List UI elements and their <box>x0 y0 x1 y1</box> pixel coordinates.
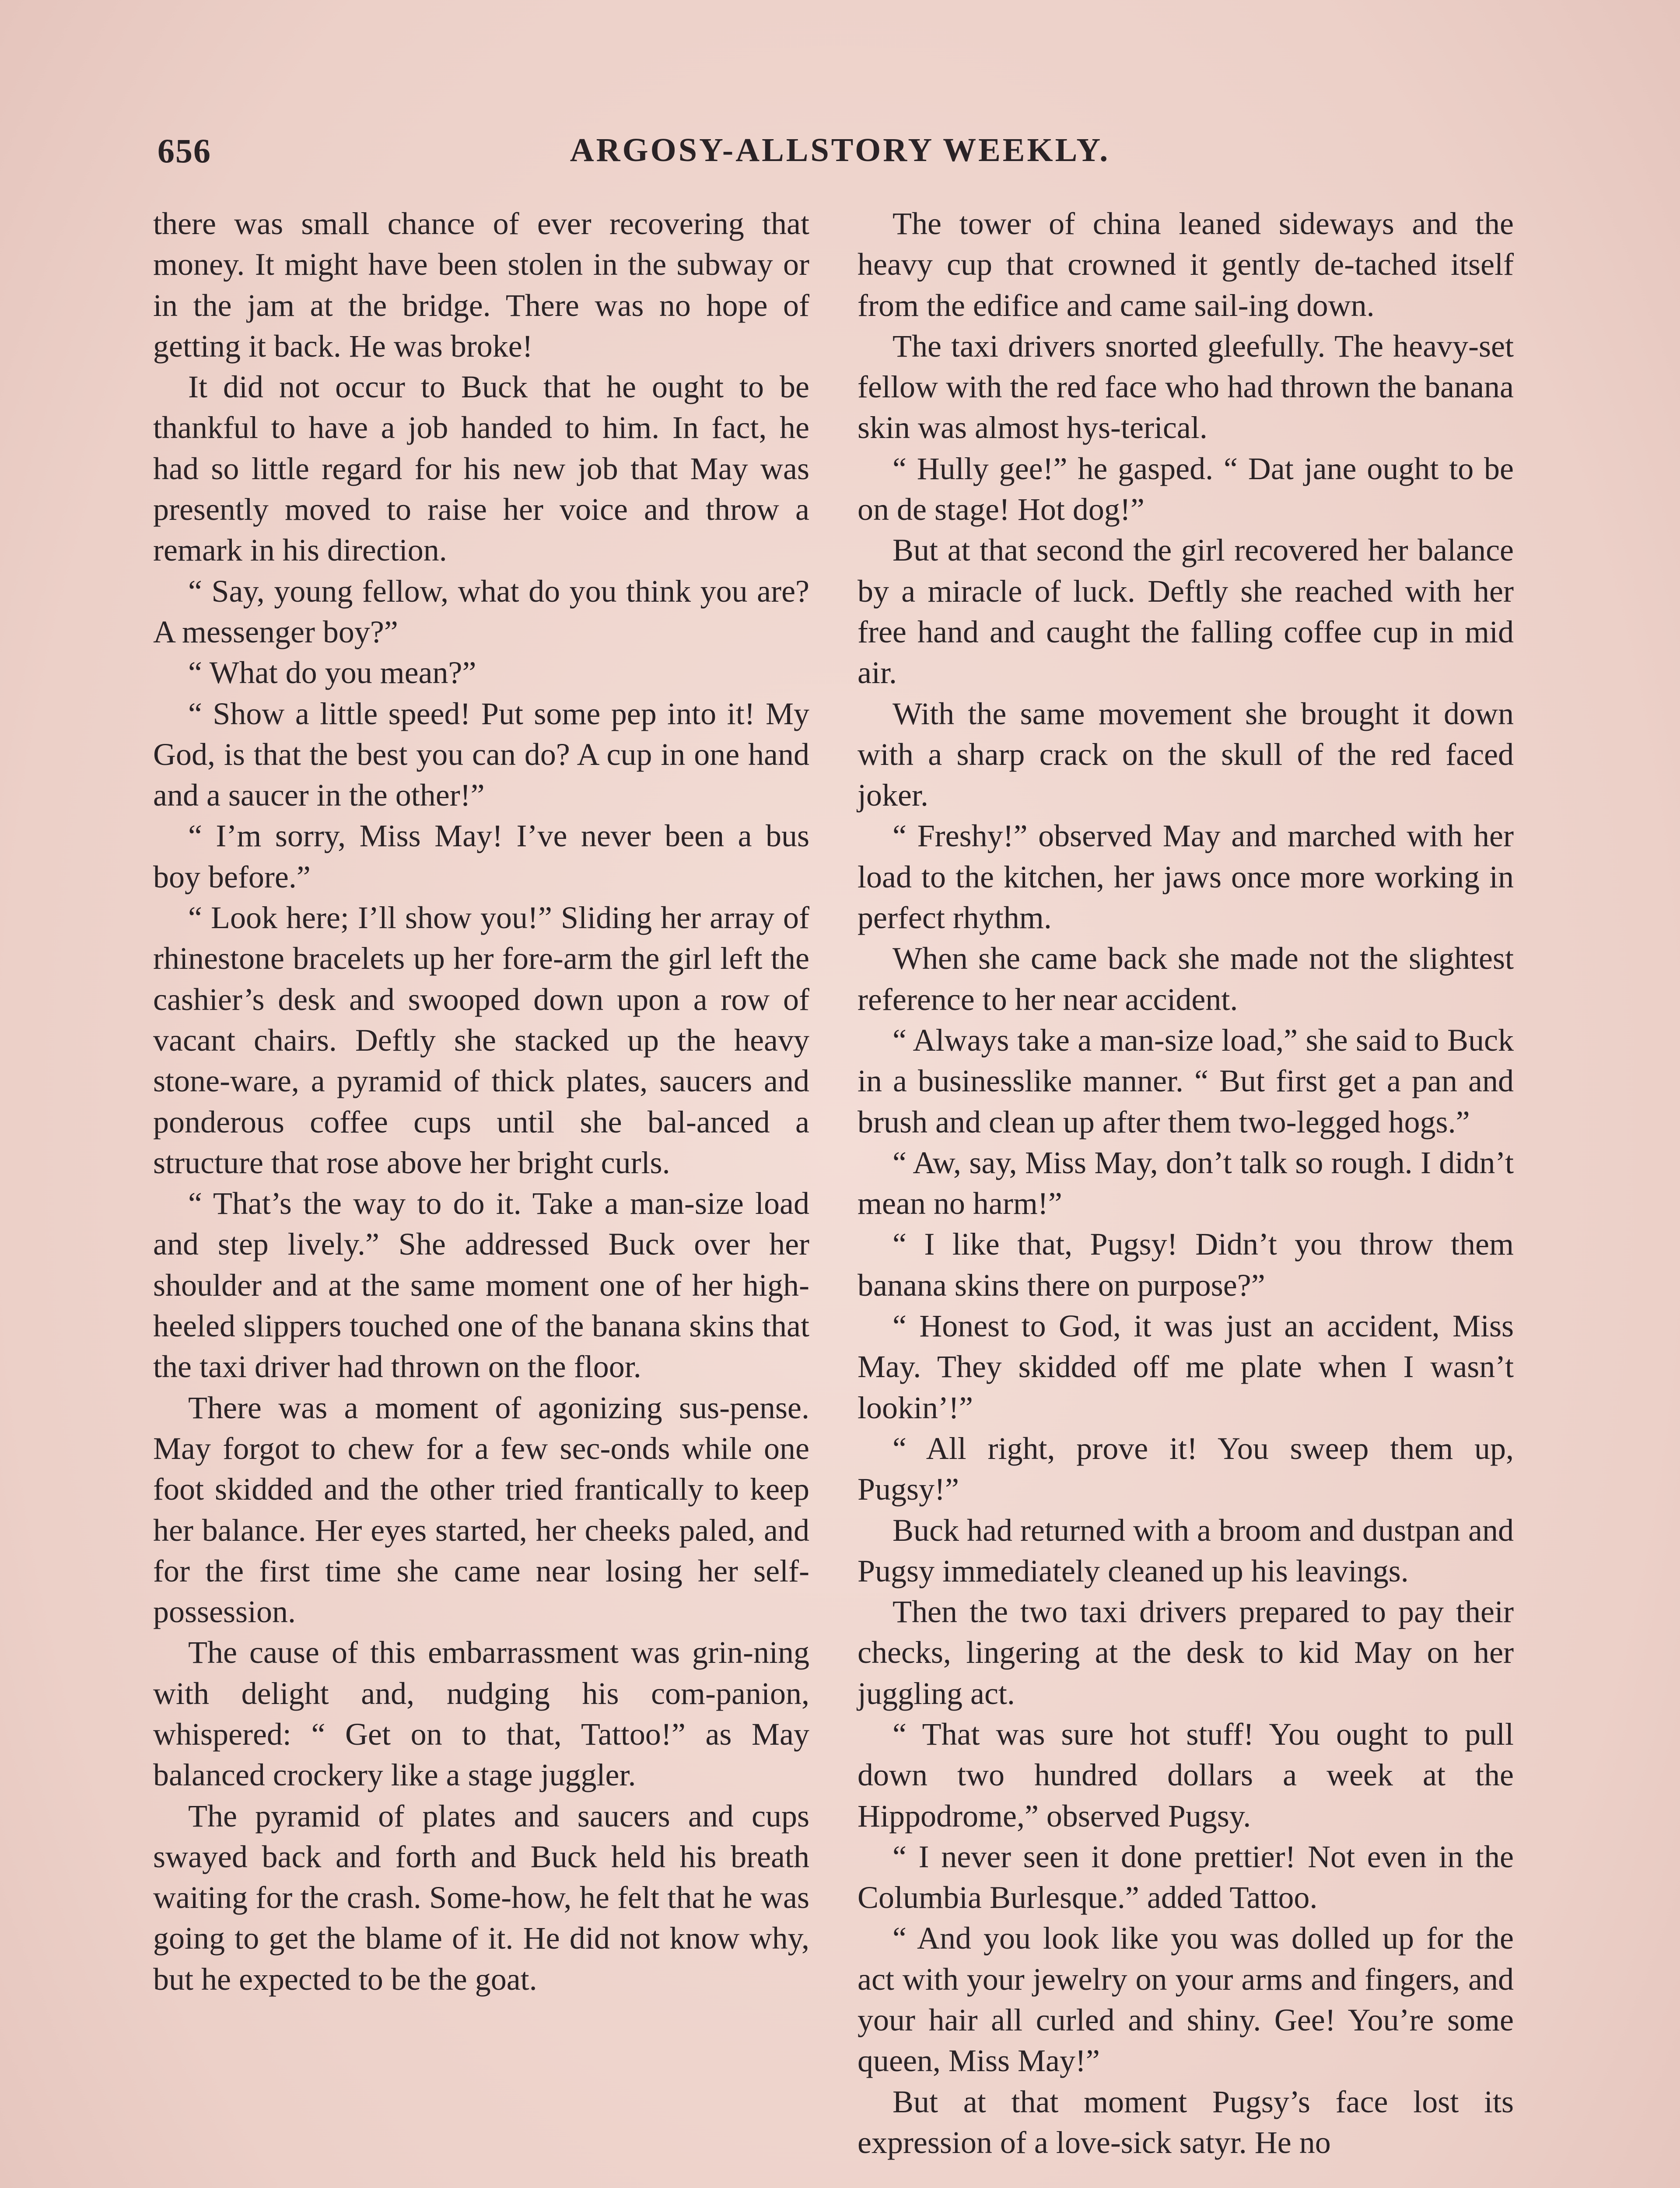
paragraph: “ Look here; I’ll show you!” Sliding her array of rhinestone bracelets up her fore-arm the girl left the cashier’s desk and swooped down upon a row of vacant chairs. Deftly she stacked up the heavy stone-ware, a pyramid of thick plates, saucers and ponderous coffee cups until she bal-anced a structure that rose above her bright curls. <box>153 900 809 1180</box>
paragraph: It did not occur to Buck that he ought to be thankful to have a job handed to him. In fact, he had so little regard for his new job that May was presently moved to raise her voice and throw a remark in his direction. <box>153 369 809 568</box>
paragraph: “ What do you mean?” <box>188 655 476 691</box>
paragraph: “ And you look like you was dolled up for the act with your jewelry on your arms and fingers, and your hair all curled and shiny. Gee! You’re some queen, Miss May!” <box>858 1921 1514 2079</box>
paragraph: “ That’s the way to do it. Take a man-size load and step lively.” She addressed Buck over her shoulder and at the same moment one of her high-heeled slippers touched one of the banana skins that the taxi driver had thrown on the floor. <box>153 1186 809 1385</box>
paragraph: there was small chance of ever recovering that money. It might have been stolen in the subway or in the jam at the bridge. There was no hope of getting it back. He was broke! <box>153 206 809 364</box>
paragraph: “ I’m sorry, Miss May! I’ve never been a bus boy before.” <box>153 818 809 894</box>
paragraph: There was a moment of agonizing sus-pense. May forgot to chew for a few sec-onds while one foot skidded and the other tried frantically to keep her balance. Her eyes started, her cheeks paled, and for the first time she came near losing her self-possession. <box>153 1390 809 1630</box>
paragraph: But at that second the girl recovered her balance by a miracle of luck. Deftly she reached with her free hand and caught the falling coffee cup in mid air. <box>858 533 1514 691</box>
paragraph: “ Always take a man-size load,” she said to Buck in a businesslike manner. “ But first get a pan and brush and clean up after them two-legged hogs.” <box>858 1022 1514 1140</box>
paragraph: “ I never seen it done prettier! Not even in the Columbia Burlesque.” added Tattoo. <box>858 1839 1514 1915</box>
paragraph: “ I like that, Pugsy! Didn’t you throw them banana skins there on purpose?” <box>858 1227 1514 1303</box>
paragraph: The pyramid of plates and saucers and cups swayed back and forth and Buck held his breath waiting for the crash. Some-how, he felt that he was going to get the blame of it. He did not know why, but he expected to be the goat. <box>153 1798 809 1997</box>
right-column <box>858 203 1514 2163</box>
running-head: ARGOSY-ALLSTORY WEEKLY. <box>570 132 1110 168</box>
left-column <box>153 203 809 2000</box>
paragraph: But at that moment Pugsy’s face lost its expression of a love-sick satyr. He no <box>858 2084 1514 2160</box>
paragraph: Buck had returned with a broom and dustpan and Pugsy immediately cleaned up his leavings. <box>858 1512 1514 1588</box>
paragraph: “ Hully gee!” he gasped. “ Dat jane ought to be on de stage! Hot dog!” <box>858 451 1514 527</box>
paragraph: When she came back she made not the slightest reference to her near accident. <box>858 941 1514 1017</box>
paragraph: “ Say, young fellow, what do you think you are? A messenger boy?” <box>153 573 809 649</box>
paragraph: “ Honest to God, it was just an accident, Miss May. They skidded off me plate when I wasn’t lookin’!” <box>858 1308 1514 1425</box>
paragraph: Then the two taxi drivers prepared to pay their checks, lingering at the desk to kid May on her juggling act. <box>858 1594 1514 1711</box>
page-header <box>158 127 1522 184</box>
paragraph: “ That was sure hot stuff! You ought to pull down two hundred dollars a week at the Hippodrome,” observed Pugsy. <box>858 1716 1514 1834</box>
paragraph: “ Freshy!” observed May and marched with her load to the kitchen, her jaws once more working in perfect rhythm. <box>858 818 1514 936</box>
paragraph: With the same movement she brought it down with a sharp crack on the skull of the red faced joker. <box>858 696 1514 813</box>
page-number: 656 <box>158 132 211 170</box>
paragraph: The taxi drivers snorted gleefully. The heavy-set fellow with the red face who had thrown the banana skin was almost hys-terical. <box>858 328 1514 445</box>
paragraph: The cause of this embarrassment was grin-ning with delight and, nudging his com-panion, whispered: “ Get on to that, Tattoo!” as May balanced crockery like a stage juggler. <box>153 1635 809 1793</box>
paragraph: “ All right, prove it! You sweep them up, Pugsy!” <box>858 1431 1514 1507</box>
paragraph: “ Show a little speed! Put some pep into it! My God, is that the best you can do? A cup in one hand and a saucer in the other!” <box>153 696 809 813</box>
paragraph: The tower of china leaned sideways and the heavy cup that crowned it gently de-tached itself from the edifice and came sail-ing down. <box>858 206 1514 323</box>
paragraph: “ Aw, say, Miss May, don’t talk so rough. I didn’t mean no harm!” <box>858 1145 1514 1221</box>
